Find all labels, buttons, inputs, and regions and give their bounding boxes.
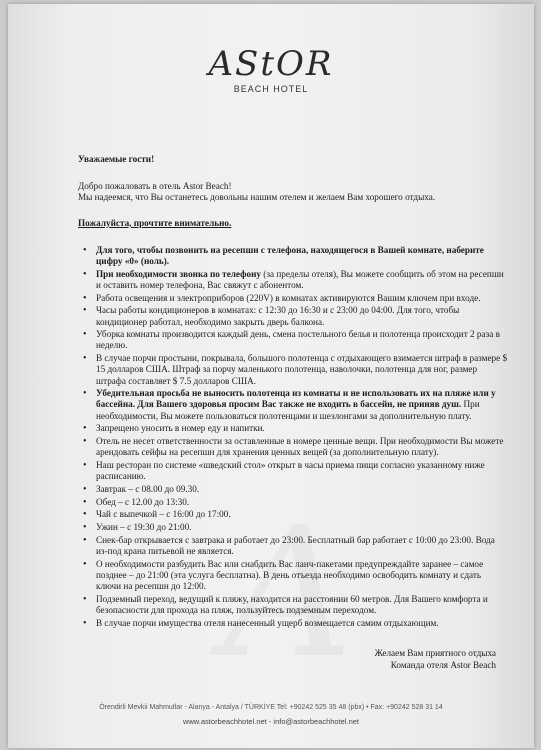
hotel-logo [8,44,534,94]
list-item: • Подземный переход, ведущий к пляжу, находится на расстоянии 60 метров. Для Вашего комфорта и безопасности для прохода на пляж, пользуйтесь подземным переходом. [96,594,508,616]
list-item: • Ужин – с 19:30 до 21:00. [96,522,508,533]
signature-block [78,647,508,671]
list-item: • Наш ресторан по системе «шведский стол» открыт в часы приема пищи согласно указанному ниже расписанию. [96,460,508,482]
signature-line-1: Желаем Вам приятного отдыха [374,647,496,658]
welcome-line-1: Добро пожаловать в отель Astor Beach! [78,181,232,192]
signature-line-2: Команда отеля Astor Beach [390,659,496,670]
letter-body [78,154,508,671]
list-item: • Отель не несет ответственности за оставленные в номере ценные вещи. При необходимости Вы можете арендовать сейфы на ресепшн для хранения ценных вещей (за дополнительную плату). [96,436,508,458]
list-item: • Уборка комнаты производится каждый день, смена постельного белья и полотенца происходит 2 раза в неделю. [96,329,508,351]
rules-list [78,245,508,629]
list-item: • Работа освещения и электроприборов (220V) в комнатах активируются Вашим ключем при входе. [96,293,508,304]
list-item: • Обед – с 12.00 до 13:30. [96,497,508,508]
footer-address: Örendirli Mevkii Mahmutlar - Alanya - Antalya / TÜRKİYE Tel: +90242 525 35 48 (pbx) • Fax: +90242 528 31 14 [99,704,443,711]
list-item: • В случае порчи имущества отеля нанесенный ущерб возмещается самим отдыхающим. [96,618,508,629]
greeting: Уважаемые гости! [78,154,155,164]
list-item: • Чай с выпечкой – с 16:00 до 17:00. [96,509,508,520]
list-item: • О необходимости разбудить Вас или снабдить Вас ланч-пакетами предупреждайте заранее – самое позднее – до 21:00 (эта услуга бесплатна). В день отъезда необходимо освободить комнату и сдать ключи на ресепшн до 12:00. [96,559,508,593]
list-item: • Завтрак – с 08.00 до 09.30. [96,484,508,495]
letter-page [8,4,534,748]
section-heading: Пожалуйста, прочтите внимательно. [78,217,232,228]
list-item: • Часы работы кондиционеров в комнатах: с 12:30 до 16:30 и с 23:00 до 04:00. Для того, чтобы кондиционер работал, необходимо закрыть дверь балкона. [96,305,508,327]
logo-subtitle: BEACH HOTEL [233,84,309,94]
footer [8,704,534,726]
list-item: • Снек-бар открывается с завтрака и работает до 23:00. Бесплатный бар работает с 10:00 до 23:00. Вода из-под крана питьевой не является. [96,535,508,557]
list-item: • Для того, чтобы позвонить на ресепшн с телефона, находящегося в Вашей комнате, наберите цифру «0» (ноль). [96,245,508,267]
list-item: • В случае порчи простыни, покрывала, большого полотенца с отдыхающего взимается штраф в размере $ 15 долларов США. Штраф за порчу маленького полотенца, наволочки, полотенца для ног, размер штрафа составляет $ 7.5 долларов США. [96,353,508,387]
footer-web: www.astorbeachhotel.net - info@astorbeachhotel.net [182,717,360,726]
logo-name: AStOR [208,44,334,84]
list-item: • Убедительная просьба не выносить полотенца из комнаты и не использовать их на пляже или у бассейна. Для Вашего здоровья просим Вас также не входить в бассейн, не приняв душ. При необходимости, Вы можете пользоваться полотенцами и шезлонгами за дополнительную плату. [96,388,508,422]
list-item: • Запрещено уносить в номер еду и напитки. [96,423,508,434]
welcome-line-2: Мы надеемся, что Вы останетесь довольны нашим отелем и желаем Вам хорошего отдыха. [78,192,436,203]
list-item: • При необходимости звонка по телефону (за пределы отеля), Вы можете сообщить об этом на ресепшн и оставить номер телефона, Вас свяжут с абонентом. [96,269,508,291]
